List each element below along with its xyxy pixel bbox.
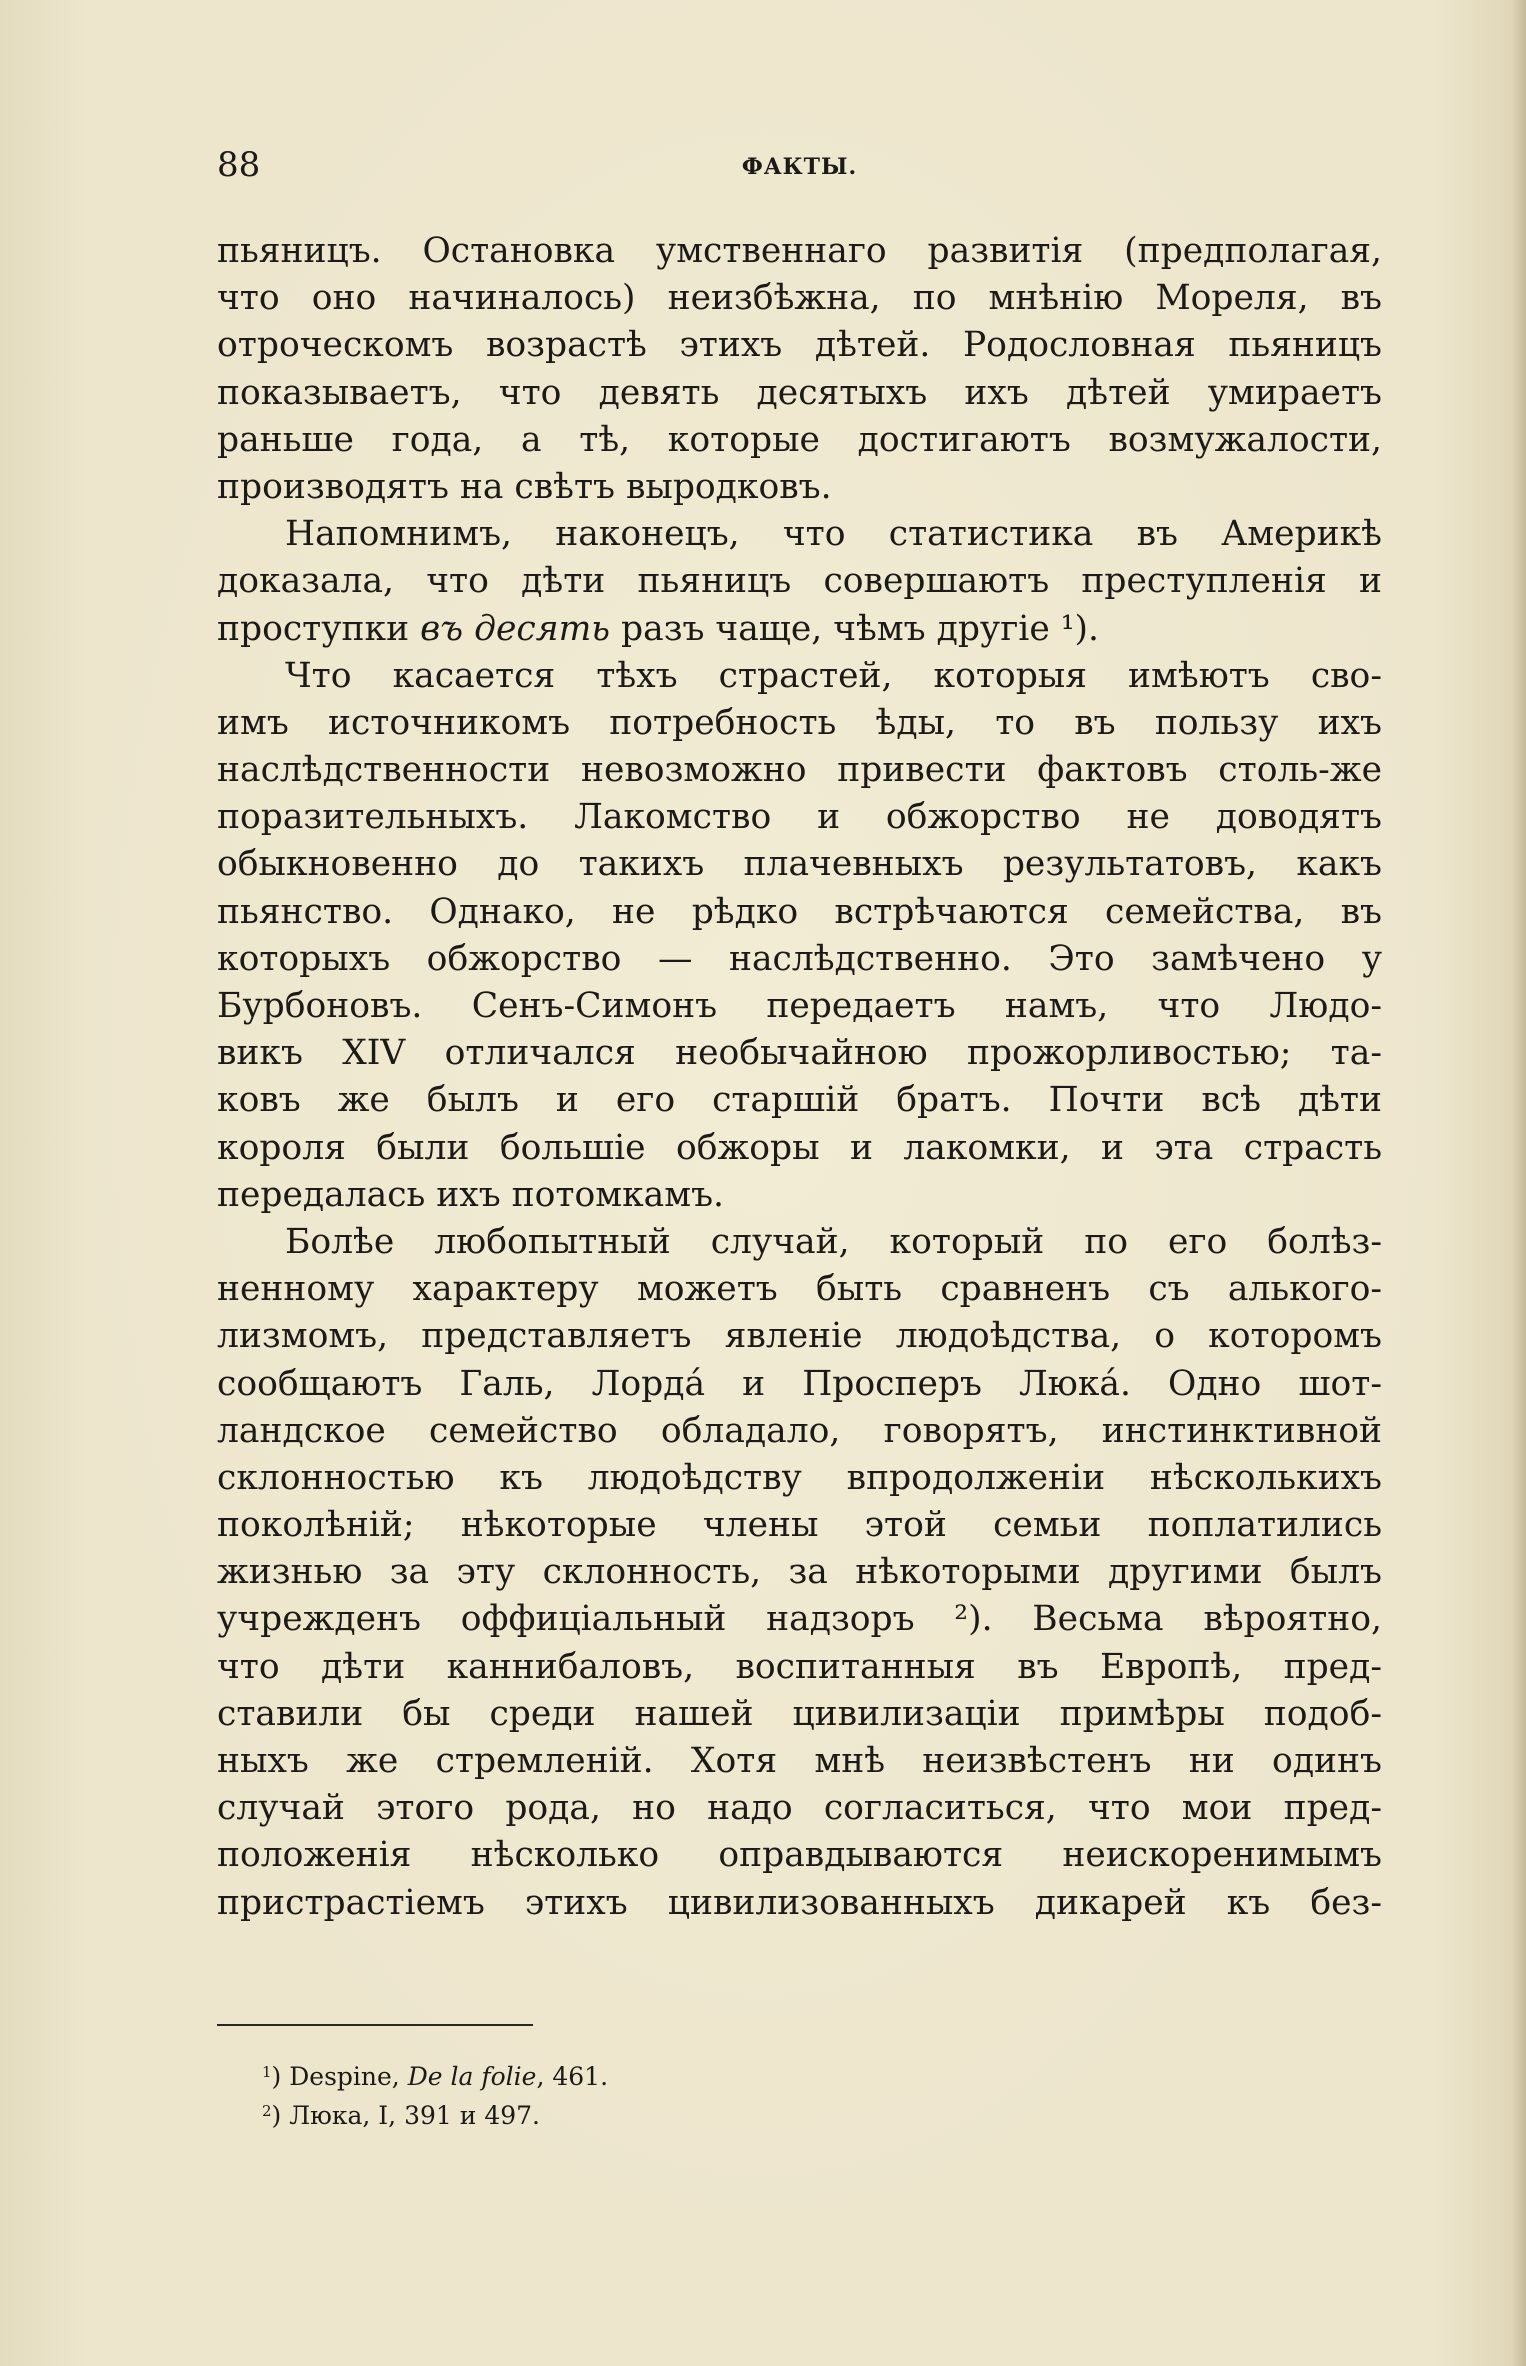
text-line: Напомнимъ, наконецъ, что статистика въ Америкѣ: [285, 514, 1382, 555]
text-line: поколѣній; нѣкоторые члены этой семьи поплатились: [217, 1505, 1382, 1546]
body-text: [217, 228, 1382, 1927]
text-line: ставили бы среди нашей цивилизаціи примѣры подоб-: [217, 1693, 1382, 1734]
running-title: ФАКТЫ.: [741, 154, 858, 180]
text-line: что дѣти каннибаловъ, воспитанныя въ Европѣ, пред-: [217, 1646, 1382, 1687]
footnote-text-end: , 461.: [536, 2062, 609, 2091]
emphasis-text: въ десять: [420, 608, 611, 649]
text-line: Бурбоновъ. Сенъ-Симонъ передаетъ намъ, что Людо-: [217, 986, 1382, 1026]
page-edge-shadow: [1512, 0, 1526, 2366]
text-line: имъ источникомъ потребность ѣды, то въ пользу ихъ: [217, 702, 1382, 743]
text-line: короля были большіе обжоры и лакомки, и эта страсть: [217, 1127, 1382, 1168]
page-header: [217, 140, 1382, 190]
text-line: ныхъ же стремленій. Хотя мнѣ неизвѣстенъ ни одинъ: [217, 1741, 1382, 1781]
text-line: положенія нѣсколько оправдываются неискоренимымъ: [217, 1835, 1382, 1876]
text-line: передалась ихъ потомкамъ.: [217, 1174, 724, 1215]
text-line: проступки въ десять разъ чаще, чѣмъ другіе ¹).: [217, 608, 1099, 649]
text-line: раньше года, а тѣ, которые достигаютъ возмужалости,: [217, 419, 1382, 460]
text-line: наслѣдственности невозможно привести фактовъ столь-же: [217, 750, 1382, 791]
text-line: поразительныхъ. Лакомство и обжорство не доводятъ: [217, 797, 1382, 838]
text-line: пьянство. Однако, не рѣдко встрѣчаются семейства, въ: [217, 891, 1382, 932]
text-line: учрежденъ оффиціальный надзоръ ²). Весьма вѣроятно,: [217, 1599, 1382, 1640]
footnotes: [262, 2055, 1162, 2133]
text-line: что оно начиналось) неизбѣжна, по мнѣнію Мореля, въ: [217, 278, 1382, 319]
footnote-italic-title: De la folie: [407, 2062, 537, 2091]
text-line: показываетъ, что девять десятыхъ ихъ дѣтей умираетъ: [217, 372, 1382, 413]
text-line: отроческомъ возрастѣ этихъ дѣтей. Родословная пьяницъ: [217, 325, 1382, 366]
text-line: которыхъ обжорство — наслѣдственно. Это замѣчено у: [217, 938, 1382, 979]
text-line: Болѣе любопытный случай, который по его болѣз-: [285, 1221, 1382, 1262]
text-line: склонностью къ людоѣдству впродолженіи нѣсколькихъ: [217, 1457, 1382, 1498]
text-line: пристрастіемъ этихъ цивилизованныхъ дикарей къ без-: [217, 1882, 1382, 1923]
footnote-1: [262, 2055, 1162, 2094]
text-line: пьяницъ. Остановка умственнаго развитія (предполагая,: [217, 231, 1382, 271]
text-line: ковъ же былъ и его старшій братъ. Почти всѣ дѣти: [217, 1080, 1382, 1121]
text-line: сообщаютъ Галь, Лорда́ и Просперъ Люка́. Одно шот-: [217, 1363, 1382, 1404]
footnote-text: ) Люка, I, 391 и 497.: [271, 2101, 541, 2130]
footnote-marker: 1: [262, 2063, 272, 2081]
footnote-rule: [217, 2024, 533, 2026]
text-line: производятъ на свѣтъ выродковъ.: [217, 466, 832, 507]
text-line: обыкновенно до такихъ плачевныхъ результатовъ, какъ: [217, 844, 1382, 885]
text-line: доказала, что дѣти пьяницъ совершаютъ преступленія и: [217, 561, 1382, 602]
text-line: лизмомъ, представляетъ явленіе людоѣдства, о которомъ: [217, 1316, 1382, 1357]
text-line: ландское семейство обладало, говорятъ, инстинктивной: [217, 1410, 1382, 1451]
text-line: викъ XIV отличался необычайною прожорливостью; та-: [217, 1033, 1382, 1074]
text-line: случай этого рода, но надо согласиться, что мои пред-: [217, 1788, 1382, 1829]
text-line: Что касается тѣхъ страстей, которыя имѣютъ сво-: [285, 655, 1382, 696]
text-line: жизнью за эту склонность, за нѣкоторыми другими былъ: [217, 1552, 1382, 1593]
page-number: 88: [217, 145, 261, 185]
footnote-2: [262, 2094, 1162, 2133]
footnote-marker: 2: [262, 2102, 272, 2120]
text-line: ненному характеру можетъ быть сравненъ съ алького-: [217, 1269, 1382, 1310]
footnote-text: ) Despine,: [271, 2062, 408, 2091]
